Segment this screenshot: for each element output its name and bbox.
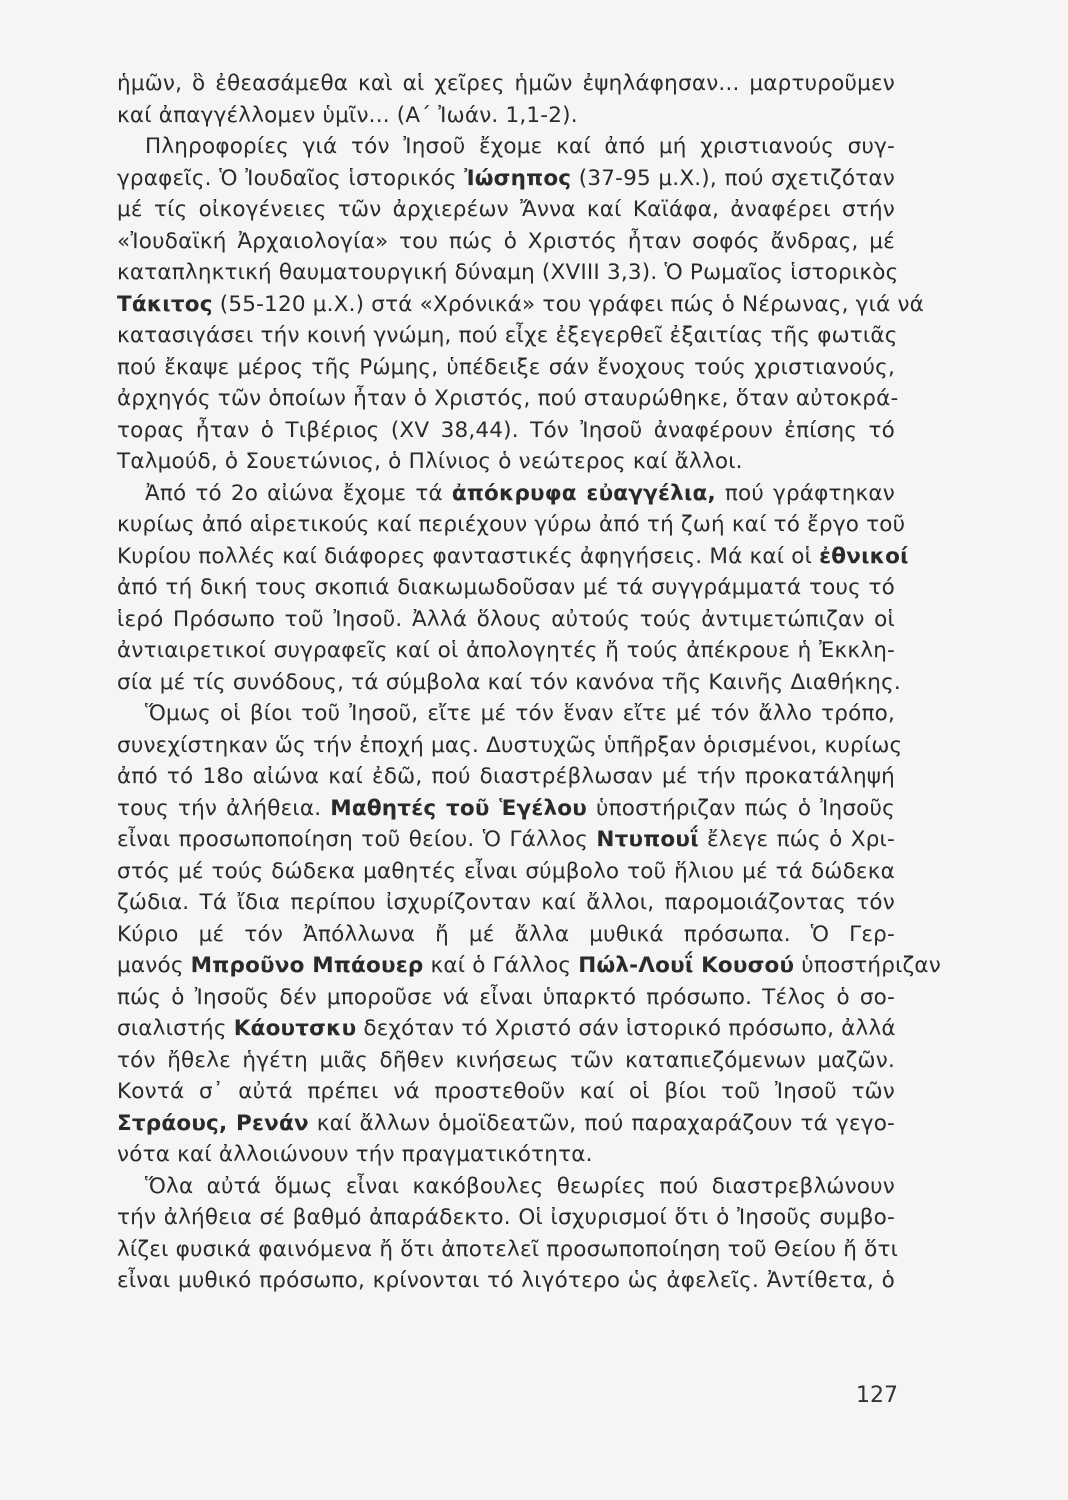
text-segment: εἶναι μυθικό πρόσωπο, κρίνονται τό λιγότερο ὡς ἀφελεῖς. Ἀντίθετα, ὁ — [117, 1268, 895, 1293]
text-segment: (55-120 μ.Χ.) στά «Χρόνικά» του γράφει πώς ὁ Νέρωνας, γιά νά — [212, 291, 925, 317]
text-line — [117, 730, 903, 762]
text-segment: μανός — [117, 953, 191, 978]
text-segment: καταπληκτική θαυματουργική δύναμη (XVIII 3,3). Ὁ Ρωμαῖος ἱστορικὸς — [117, 260, 899, 285]
text-line — [117, 982, 895, 1014]
text-line — [117, 415, 895, 447]
text-line — [117, 1234, 899, 1266]
bold-term: ἐθνικοί — [819, 543, 909, 569]
text-line — [117, 1139, 895, 1171]
bold-term: Ντυπουΐ — [596, 827, 699, 852]
bold-term: ἀπόκρυφα εὐαγγέλια, — [451, 480, 716, 506]
bold-term: Ἰώσηπος — [464, 165, 572, 191]
text-segment: καί ὁ Γάλλος — [423, 953, 579, 978]
text-line — [117, 257, 899, 289]
text-line — [117, 383, 899, 415]
text-line — [117, 950, 942, 982]
text-segment: Πληροφορίες γιά τόν Ἰησοῦ ἔχομε καί ἀπό μή χριστιανούς συγ- — [145, 134, 895, 159]
text-line — [117, 919, 895, 951]
text-segment: συνεχίστηκαν ὥς τήν ἐποχή μας. Δυστυχῶς ὑπῆρξαν ὁρισμένοι, κυρίως — [117, 732, 903, 758]
text-line — [117, 194, 895, 226]
text-line — [117, 572, 895, 604]
text-line — [117, 698, 895, 730]
text-segment: ἱερό Πρόσωπο τοῦ Ἰησοῦ. Ἀλλά ὅλους αὐτούς τούς ἀντιμετώπιζαν οἱ — [117, 606, 895, 632]
text-line — [117, 1013, 895, 1045]
body-text — [117, 68, 942, 1297]
text-segment: Ἀπό τό 2ο αἰώνα ἔχομε τά — [145, 480, 452, 506]
text-segment: ἀντιαιρετικοί συγραφεῖς καί οἱ ἀπολογητές ἤ τούς ἀπέκρουε ἡ Ἐκκλη- — [117, 638, 895, 663]
text-segment: ζώδια. Τά ἴδια περίπου ἰσχυρίζονταν καί ἄλλοι, παρομοιάζοντας τόν — [117, 890, 895, 915]
text-segment: «Ἰουδαϊκή Ἀρχαιολογία» του πώς ὁ Χριστός ἦταν σοφός ἄνδρας, μέ — [117, 228, 895, 254]
text-line — [117, 635, 895, 667]
page-number: 127 — [856, 1383, 898, 1408]
text-segment: τήν ἀλήθεια σέ βαθμό ἀπαράδεκτο. Οἱ ἰσχυρισμοί ὅτι ὁ Ἰησοῦς συμβο- — [117, 1205, 895, 1230]
text-line — [117, 478, 895, 510]
text-line — [117, 100, 895, 132]
bold-term: Πώλ-Λουΐ Κουσού — [578, 953, 795, 978]
text-line — [117, 289, 925, 321]
text-line — [117, 352, 895, 384]
bold-term: Στράους, Ρενάν — [117, 1110, 309, 1136]
text-line — [117, 1076, 895, 1108]
text-segment: ἀπό τή δική τους σκοπιά διακωμωδοῦσαν μέ τά συγγράμματά τους τό — [117, 575, 895, 600]
text-segment: Κυρίου πολλές καί διάφορες φανταστικές ἀφηγήσεις. Μά καί οἱ — [117, 543, 820, 569]
text-segment: δεχόταν τό Χριστό σάν ἱστορικό πρόσωπο, ἀλλά — [356, 1016, 896, 1041]
text-segment: σία μέ τίς συνόδους, τά σύμβολα καί τόν κανόνα τῆς Καινῆς Διαθήκης. — [117, 669, 901, 695]
text-segment: Ὅλα αὐτά ὅμως εἶναι κακόβουλες θεωρίες πού διαστρεβλώνουν — [145, 1173, 895, 1199]
text-segment: γραφεῖς. Ὁ Ἰουδαῖος ἱστορικός — [117, 165, 465, 191]
text-segment: ὑποστήριζαν — [794, 953, 942, 978]
text-line — [117, 541, 909, 573]
text-segment: ἡμῶν, ὃ ἐθεασάμεθα καὶ αἱ χεῖρες ἡμῶν ἐψηλάφησαν... μαρτυροῦμεν — [117, 71, 895, 96]
text-line — [117, 761, 895, 793]
text-segment: Κοντά σ᾽ αὐτά πρέπει νά προστεθοῦν καί οἱ βίοι τοῦ Ἰησοῦ τῶν — [117, 1079, 895, 1104]
text-line — [117, 1108, 895, 1140]
text-segment: λίζει φυσικά φαινόμενα ἤ ὅτι ἀποτελεῖ προσωποποίηση τοῦ Θείου ἤ ὅτι — [117, 1236, 899, 1262]
text-line — [117, 824, 895, 856]
text-segment: καί ἀπαγγέλλομεν ὑμῖν... (Α΄ Ἰωάν. 1,1-2). — [117, 102, 578, 128]
text-segment: εἶναι προσωποποίηση τοῦ θείου. Ὁ Γάλλος — [117, 827, 597, 852]
text-line — [117, 446, 895, 478]
text-line — [117, 226, 895, 258]
text-line — [117, 604, 895, 636]
bold-term: Μπροῦνο Μπάουερ — [190, 953, 424, 978]
text-segment: (37-95 μ.Χ.), πού σχετιζόταν — [571, 165, 896, 191]
text-segment: μέ τίς οἰκογένειες τῶν ἀρχιερέων Ἄννα καί Καϊάφα, ἀναφέρει στήν — [117, 197, 895, 222]
text-segment: νότα καί ἀλλοιώνουν τήν πραγματικότητα. — [117, 1142, 593, 1167]
text-segment: Ταλμούδ, ὁ Σουετώνιος, ὁ Πλίνιος ὁ νεώτερος καί ἄλλοι. — [117, 449, 743, 474]
text-segment: ἀπό τό 18ο αἰώνα καί ἐδῶ, πού διαστρέβλωσαν μέ τήν προκατάληψή — [117, 764, 895, 789]
text-segment: τους τήν ἀλήθεια. — [117, 795, 331, 821]
text-line — [117, 509, 906, 541]
bold-term: Μαθητές τοῦ Ἑγέλου — [330, 795, 587, 821]
text-segment: κατασιγάσει τήν κοινή γνώμη, πού εἶχε ἐξεγερθεῖ ἐξαιτίας τῆς φωτιᾶς — [117, 323, 898, 348]
text-line — [117, 163, 895, 195]
text-line — [117, 793, 895, 825]
text-segment: πού γράφτηκαν — [715, 480, 895, 506]
bold-term: Τάκιτος — [117, 291, 213, 317]
text-line — [117, 1045, 895, 1077]
text-segment: Ὅμως οἱ βίοι τοῦ Ἰησοῦ, εἴτε μέ τόν ἕναν εἴτε μέ τόν ἄλλο τρόπο, — [145, 701, 895, 726]
text-line — [117, 667, 901, 699]
text-line — [117, 887, 895, 919]
bold-term: Κάουτσκυ — [233, 1016, 357, 1041]
text-line — [117, 131, 895, 163]
text-segment: στός μέ τούς δώδεκα μαθητές εἶναι σύμβολο τοῦ ἥλιου μέ τά δώδεκα — [117, 858, 895, 884]
text-segment: τόν ἤθελε ἡγέτη μιᾶς δῆθεν κινήσεως τῶν καταπιεζόμενων μαζῶν. — [117, 1047, 895, 1073]
text-line — [117, 1171, 895, 1203]
text-segment: πώς ὁ Ἰησοῦς δέν μποροῦσε νά εἶναι ὑπαρκτό πρόσωπο. Τέλος ὁ σο- — [117, 984, 895, 1010]
text-segment: καί ἄλλων ὁμοϊδεατῶν, πού παραχαράζουν τά γεγο- — [308, 1110, 896, 1136]
text-segment: πού ἔκαψε μέρος τῆς Ρώμης, ὑπέδειξε σάν ἔνοχους τούς χριστιανούς, — [117, 354, 895, 380]
text-segment: ἀρχηγός τῶν ὁποίων ἦταν ὁ Χριστός, πού σταυρώθηκε, ὅταν αὐτοκρά- — [117, 386, 899, 411]
text-segment: τορας ἦταν ὁ Τιβέριος (XV 38,44). Τόν Ἰησοῦ ἀναφέρουν ἐπίσης τό — [117, 417, 895, 443]
text-line — [117, 320, 898, 352]
text-line — [117, 1265, 895, 1297]
text-segment: ἔλεγε πώς ὁ Χρι- — [698, 827, 895, 852]
text-segment: σιαλιστής — [117, 1016, 234, 1041]
text-segment: κυρίως ἀπό αἱρετικούς καί περιέχουν γύρω ἀπό τή ζωή καί τό ἔργο τοῦ — [117, 512, 906, 537]
text-line — [117, 856, 895, 888]
text-segment: Κύριο μέ τόν Ἀπόλλωνα ἤ μέ ἄλλα μυθικά πρόσωπα. Ὁ Γερ- — [117, 921, 895, 947]
text-line — [117, 1202, 895, 1234]
text-line — [117, 68, 895, 100]
text-segment: ὑποστήριζαν πώς ὁ Ἰησοῦς — [586, 795, 895, 821]
